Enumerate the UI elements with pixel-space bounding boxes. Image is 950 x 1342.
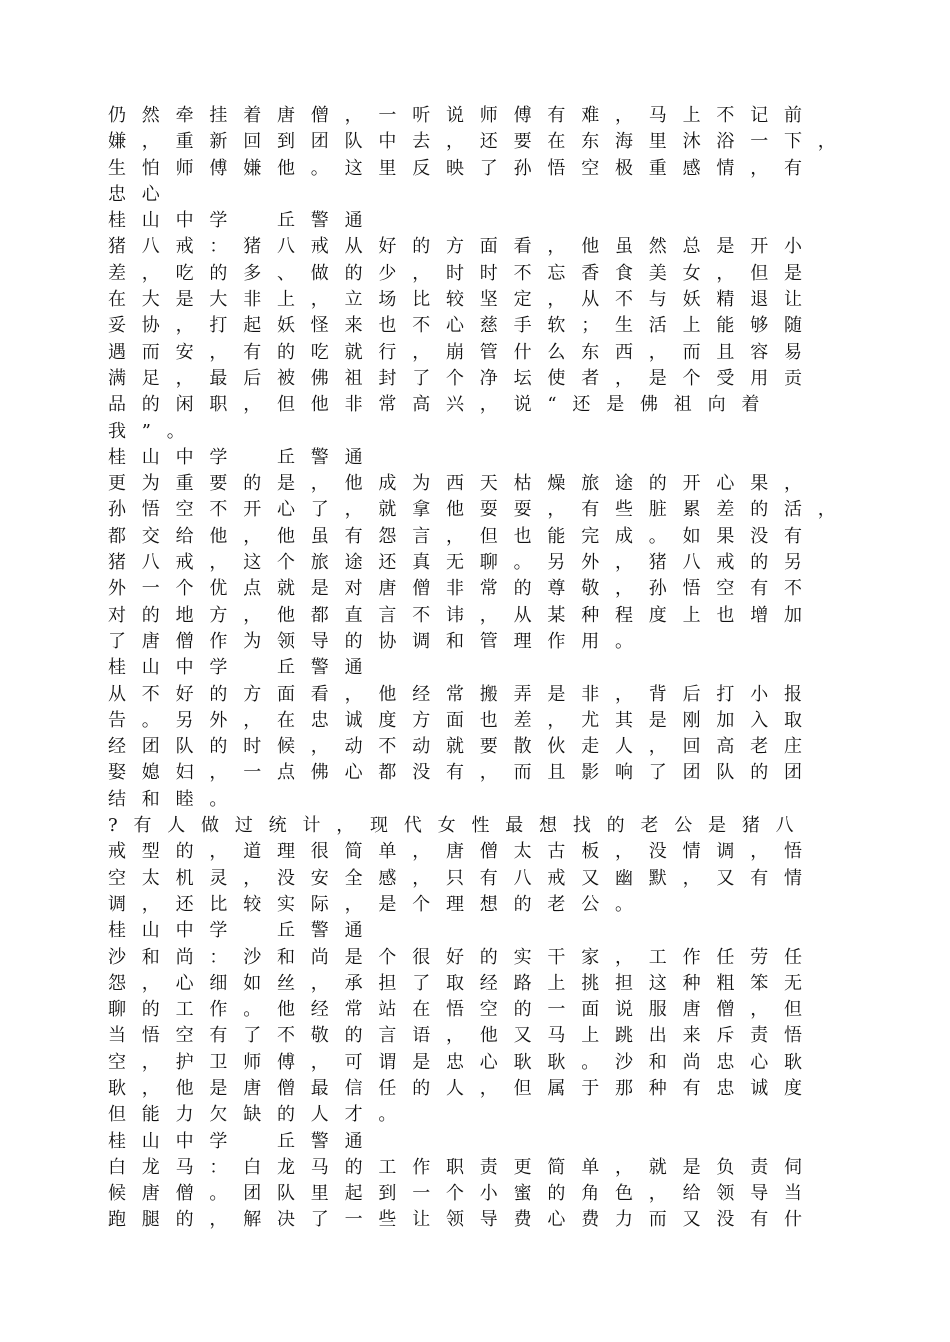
text-line: 满足，最后被佛祖封了个净坛使者，是个受用贡 [108, 367, 818, 389]
text-line: 在大是大非上，立场比较坚定，从不与妖精退让 [108, 289, 818, 311]
text-line: ?有人做过统计，现代女性最想找的老公是猪八 [108, 815, 810, 837]
author-line: 桂山中学 丘警通 [108, 1130, 379, 1152]
text-line: 更为重要的是，他成为西天枯燥旅途的开心果， [108, 473, 818, 495]
text-line: 仍然牵挂着唐僧，一听说师傅有难，马上不记前 [108, 105, 818, 126]
text-line: 遇而安，有的吃就行，崩管什么东西，而且容易 [108, 341, 818, 363]
text-line: 嫌，重新回到团队中去，还要在东海里沐浴一下， [108, 131, 852, 153]
text-line: 耿，他是唐僧最信任的人，但属于那种有忠诚度 [108, 1077, 818, 1099]
text-line: 空太机灵，没安全感，只有八戒又幽默，又有情 [108, 867, 818, 889]
text-line: 猪八戒：猪八戒从好的方面看，他虽然总是开小 [108, 236, 818, 258]
text-line: 从不好的方面看，他经常搬弄是非，背后打小报 [108, 683, 818, 705]
text-line: 沙和尚：沙和尚是个很好的实干家，工作任劳任 [108, 946, 818, 968]
text-line: 跑腿的，解决了一些让领导费心费力而又没有什 [108, 1209, 818, 1231]
author-line: 桂山中学 丘警通 [108, 446, 379, 468]
text-line: 空，护卫师傅，可谓是忠心耿耿。沙和尚忠心耿 [108, 1051, 818, 1073]
text-line: 忠心 [108, 183, 176, 205]
text-line: 我”。 [108, 420, 201, 442]
author-line: 桂山中学 丘警通 [108, 657, 379, 679]
text-line: 戒型的，道理很简单，唐僧太古板，没情调，悟 [108, 841, 818, 863]
text-line: 聊的工作。他经常站在悟空的一面说服唐僧，但 [108, 999, 818, 1021]
text-line: 娶媳妇，一点佛心都没有，而且影响了团队的团 [108, 762, 818, 784]
text-line: 调，还比较实际，是个理想的老公。 [108, 893, 649, 915]
text-line: 结和睦。 [108, 788, 244, 810]
text-line: 候唐僧。团队里起到一个小蜜的角色，给领导当 [108, 1183, 818, 1205]
text-line: 品的闲职，但他非常高兴，说“还是佛祖向着 [108, 394, 776, 416]
text-line: 猪八戒，这个旅途还真无聊。另外，猪八戒的另 [108, 552, 818, 574]
text-line: 当悟空有了不敬的言语，他又马上跳出来斥责悟 [108, 1025, 818, 1047]
text-line: 了唐僧作为领导的协调和管理作用。 [108, 630, 649, 652]
text-line: 差，吃的多、做的少，时时不忘香食美女，但是 [108, 262, 818, 284]
body-text [108, 103, 868, 1234]
text-line: 孙悟空不开心了，就拿他耍耍，有些脏累差的活， [108, 499, 852, 521]
text-line: 外一个优点就是对唐僧非常的尊敬，孙悟空有不 [108, 578, 818, 600]
text-line: 生怕师傅嫌他。这里反映了孙悟空极重感情，有 [108, 157, 818, 179]
text-line: 怨，心细如丝，承担了取经路上挑担这种粗笨无 [108, 972, 818, 994]
text-line: 对的地方，他都直言不讳，从某种程度上也增加 [108, 604, 818, 626]
author-line: 桂山中学 丘警通 [108, 210, 379, 232]
text-line: 白龙马：白龙马的工作职责更简单，就是负责伺 [108, 1156, 818, 1178]
text-line: 经团队的时候，动不动就要散伙走人，回高老庄 [108, 736, 818, 758]
text-line: 妥协，打起妖怪来也不心慈手软；生活上能够随 [108, 315, 818, 337]
text-line: 告。另外，在忠诚度方面也差，尤其是刚加入取 [108, 709, 818, 731]
author-line: 桂山中学 丘警通 [108, 920, 379, 942]
text-line: 但能力欠缺的人才。 [108, 1104, 413, 1126]
text-line: 都交给他，他虽有怨言，但也能完成。如果没有 [108, 525, 818, 547]
